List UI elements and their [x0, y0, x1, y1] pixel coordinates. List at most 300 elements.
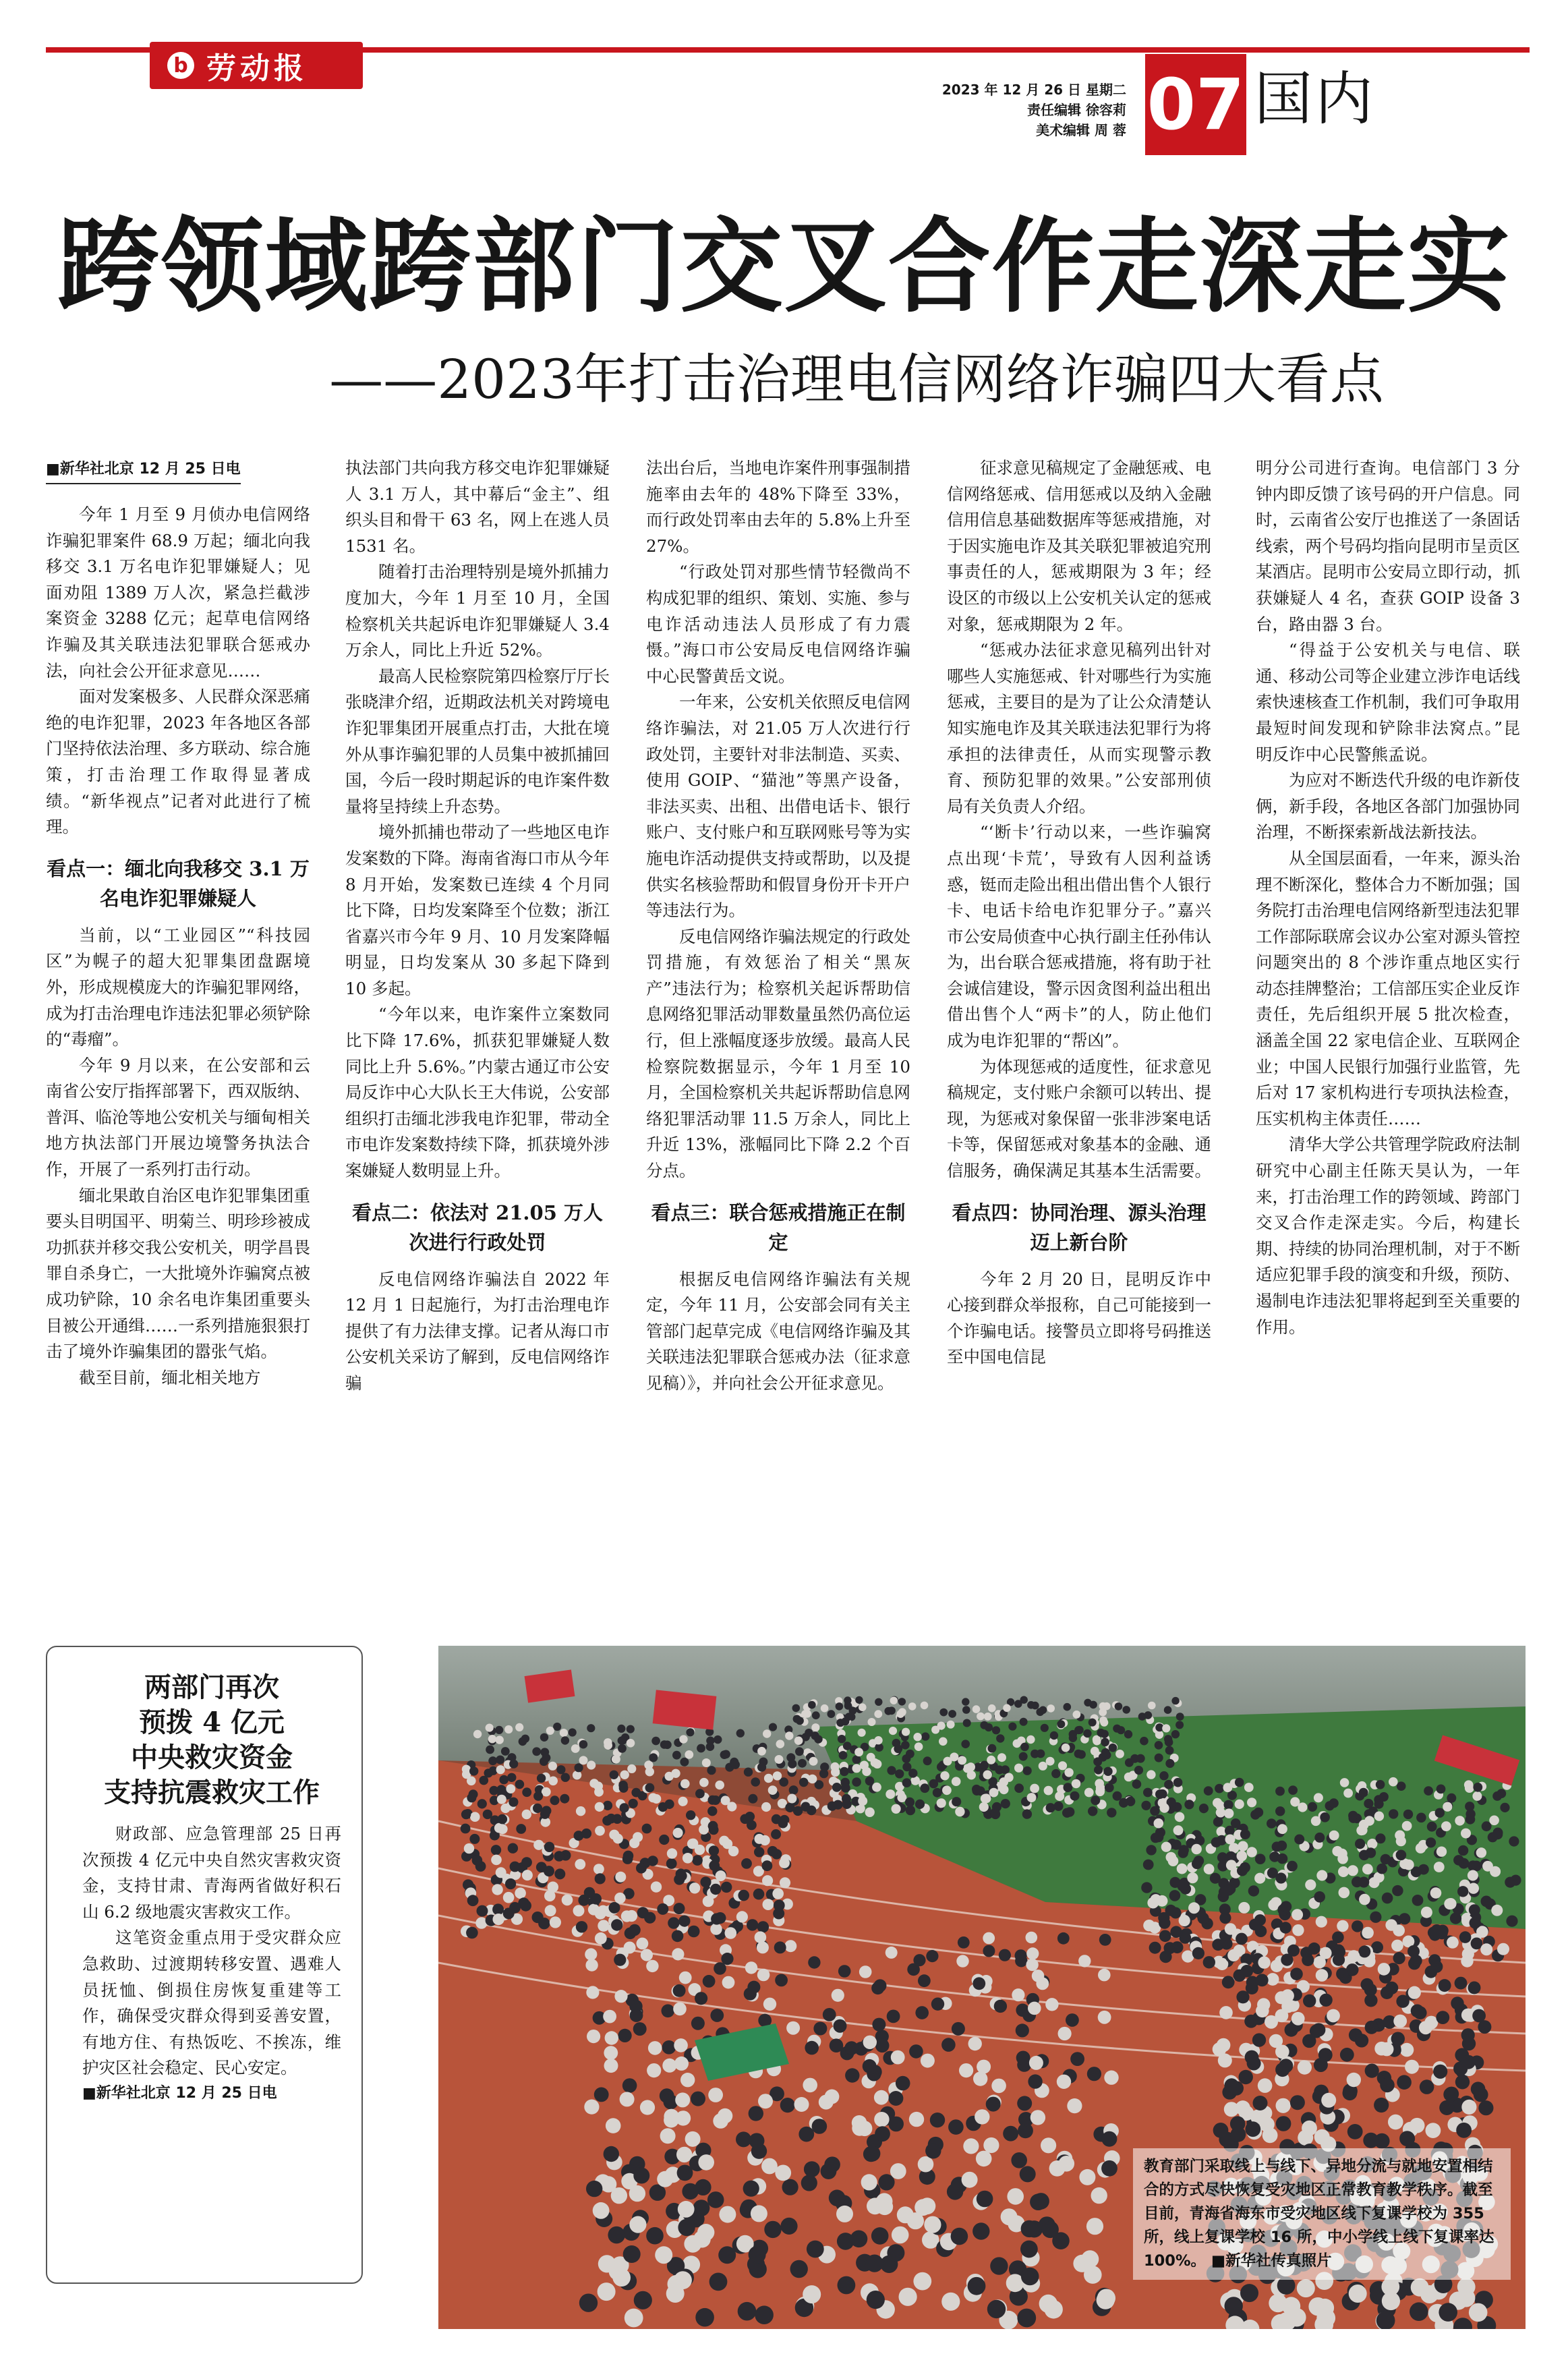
- crowd-person: [1104, 2071, 1118, 2085]
- crowd-person: [1259, 2117, 1275, 2132]
- crowd-person: [989, 1788, 999, 1798]
- subheadline: ——2023年打击治理电信网络诈骗四大看点: [329, 348, 1384, 411]
- crowd-person: [1447, 1936, 1459, 1949]
- crowd-person: [771, 1829, 781, 1839]
- crowd-person: [719, 2206, 736, 2223]
- crowd-person: [959, 2063, 973, 2077]
- crowd-person: [629, 1799, 638, 1808]
- crowd-person: [620, 1803, 629, 1812]
- crowd-person: [1269, 2034, 1283, 2048]
- crowd-person: [1290, 1967, 1303, 1980]
- sidebar-news-box: [46, 1646, 363, 2284]
- crowd-person: [892, 1804, 901, 1814]
- crowd-person: [844, 1702, 852, 1710]
- crowd-person: [1427, 1822, 1437, 1832]
- crowd-person: [1376, 1833, 1386, 1843]
- crowd-person: [832, 1783, 842, 1792]
- crowd-person: [1412, 1895, 1424, 1906]
- crowd-person: [774, 1900, 785, 1912]
- article-column-1: [46, 455, 310, 1391]
- crowd-person: [1267, 1818, 1277, 1829]
- crowd-person: [1184, 1800, 1194, 1809]
- crowd-person: [598, 1905, 609, 1917]
- crowd-person: [958, 1756, 966, 1764]
- crowd-person: [809, 1757, 818, 1766]
- crowd-person: [908, 1769, 917, 1777]
- crowd-person: [991, 1810, 1000, 1819]
- crowd-person: [1436, 2011, 1449, 2024]
- crowd-person: [579, 2294, 598, 2312]
- crowd-person: [773, 1771, 782, 1780]
- crowd-person: [918, 1974, 931, 1987]
- crowd-person: [1458, 1845, 1468, 1856]
- crowd-person: [801, 1710, 809, 1718]
- crowd-person: [1349, 2285, 1367, 2303]
- crowd-person: [709, 1860, 720, 1871]
- crowd-person: [1055, 1791, 1064, 1801]
- crowd-person: [1302, 2121, 1317, 2136]
- crowd-person: [1329, 1798, 1339, 1808]
- crowd-person: [798, 1759, 807, 1768]
- crowd-person: [1439, 2303, 1457, 2322]
- crowd-person: [1347, 2073, 1361, 2087]
- crowd-person: [1244, 1783, 1254, 1792]
- crowd-person: [764, 2221, 781, 2238]
- crowd-person: [838, 1965, 851, 1978]
- crowd-person: [807, 2241, 824, 2258]
- crowd-person: [890, 1697, 898, 1704]
- crowd-person: [1362, 1864, 1373, 1874]
- crowd-person: [1281, 1989, 1294, 2002]
- crowd-person: [550, 1795, 560, 1805]
- crowd-person: [722, 1750, 730, 1759]
- crowd-person: [967, 1771, 976, 1779]
- crowd-person: [1424, 2016, 1438, 2030]
- crowd-person: [606, 2118, 621, 2133]
- crowd-person: [686, 1810, 695, 1820]
- crowd-person: [496, 1785, 506, 1794]
- crowd-person: [972, 1705, 981, 1713]
- crowd-person: [618, 1736, 626, 1744]
- crowd-person: [710, 1884, 721, 1895]
- crowd-person: [1160, 1804, 1169, 1813]
- crowd-person: [629, 2185, 645, 2202]
- crowd-person: [496, 1867, 506, 1878]
- crowd-person: [686, 1728, 694, 1736]
- crowd-person: [605, 2031, 618, 2044]
- crowd-person: [612, 1814, 622, 1824]
- crowd-person: [627, 1739, 635, 1748]
- crowd-person: [1159, 1771, 1168, 1780]
- crowd-person: [749, 2106, 763, 2121]
- sidebar-title-line: 中央救灾资金: [131, 1742, 293, 1773]
- crowd-person: [1115, 1750, 1124, 1758]
- paragraph: 截至目前，缅北相关地方: [79, 1367, 261, 1387]
- crowd-person: [1469, 1904, 1480, 1916]
- crowd-person: [657, 2171, 673, 2187]
- crowd-person: [595, 1932, 607, 1945]
- crowd-person: [497, 1795, 506, 1804]
- crowd-person: [498, 1814, 508, 1825]
- crowd-person: [620, 1771, 629, 1779]
- crowd-person: [668, 1917, 679, 1928]
- crowd-person: [865, 2146, 880, 2161]
- crowd-person: [902, 1754, 910, 1763]
- crowd-person: [488, 1735, 496, 1743]
- crowd-person: [695, 1789, 705, 1798]
- crowd-person: [1392, 1885, 1403, 1896]
- crowd-person: [1141, 1882, 1152, 1893]
- crowd-person: [647, 1856, 658, 1866]
- crowd-person: [703, 1975, 716, 1988]
- crowd-person: [1198, 1912, 1209, 1924]
- crowd-person: [1238, 1841, 1248, 1851]
- crowd-person: [1159, 1917, 1170, 1928]
- crowd-person: [1216, 1808, 1225, 1817]
- crowd-person: [1199, 1804, 1209, 1813]
- crowd-person: [926, 1950, 938, 1962]
- crowd-person: [1258, 2078, 1273, 2093]
- crowd-person: [1159, 1930, 1171, 1943]
- crowd-person: [715, 1781, 724, 1790]
- paragraph: 根据反电信网络诈骗法有关规定，今年 11 月，公安部会同有关主管部门起草完成《电信网络诈骗及其关联违法犯罪联合惩戒办法（征求意见稿）》，并向社会公开征求意见。: [646, 1269, 910, 1393]
- crowd-person: [499, 1775, 509, 1785]
- crowd-person: [1236, 1933, 1248, 1945]
- crowd-person: [1050, 1731, 1058, 1740]
- crowd-person: [484, 1769, 493, 1777]
- crowd-person: [1026, 1947, 1039, 1959]
- crowd-person: [486, 1724, 494, 1732]
- crowd-person: [1279, 2059, 1293, 2073]
- crowd-person: [943, 1757, 952, 1766]
- crowd-person: [1217, 2038, 1231, 2052]
- crowd-person: [1277, 1854, 1288, 1864]
- crowd-person: [823, 2008, 836, 2021]
- crowd-person: [634, 2291, 652, 2309]
- crowd-person: [1271, 1960, 1283, 1972]
- crowd-person: [498, 1824, 508, 1834]
- crowd-person: [602, 1816, 612, 1826]
- crowd-person: [544, 1866, 554, 1876]
- crowd-person: [1225, 2297, 1243, 2315]
- crowd-person: [863, 2036, 877, 2049]
- crowd-person: [662, 2040, 676, 2055]
- crowd-person: [1461, 1955, 1473, 1967]
- crowd-person: [1072, 1779, 1081, 1789]
- crowd-person: [1393, 1952, 1405, 1964]
- crowd-person: [976, 2151, 992, 2167]
- sidebar-title-line: 两部门再次: [144, 1671, 279, 1703]
- crowd-person: [1376, 2311, 1395, 2330]
- crowd-person: [561, 1736, 569, 1744]
- paragraph: 今年 2 月 20 日，昆明反诈中心接到群众举报称，自己可能接到一个诈骗电话。接警员立即将号码推送至中国电信昆: [947, 1269, 1211, 1367]
- crowd-person: [1045, 1998, 1058, 2011]
- crowd-person: [1374, 2098, 1389, 2113]
- crowd-person: [1393, 2015, 1407, 2028]
- crowd-person: [902, 1728, 910, 1736]
- crowd-person: [1020, 1696, 1028, 1704]
- crowd-person: [1081, 2250, 1099, 2268]
- crowd-person: [758, 2094, 773, 2108]
- crowd-person: [1027, 1793, 1037, 1802]
- crowd-person: [1134, 1766, 1143, 1775]
- crowd-person: [1376, 1864, 1387, 1874]
- crowd-person: [1239, 2070, 1253, 2084]
- crowd-person: [1219, 2006, 1233, 2019]
- crowd-person: [811, 1723, 819, 1731]
- crowd-person: [805, 2041, 819, 2055]
- crowd-person: [808, 1701, 816, 1709]
- crowd-person: [1297, 2279, 1315, 2297]
- crowd-person: [1506, 1916, 1517, 1927]
- crowd-person: [941, 2038, 956, 2052]
- crowd-person: [633, 2168, 649, 2184]
- crowd-person: [584, 2100, 599, 2115]
- crowd-person: [963, 2138, 979, 2154]
- paragraph: 今年 1 月至 9 月侦办电信网络诈骗犯罪案件 68.9 万起；缅北向我移交 3.1 万名电诈犯罪嫌疑人；见面劝阻 1389 万人次，紧急拦截涉案资金 3288 亿元；起草电信网络诈骗及其关联违法犯罪联合惩戒办法，向社会公开征求意见……: [46, 505, 310, 681]
- crowd-person: [608, 2226, 625, 2244]
- crowd-person: [1391, 1940, 1403, 1952]
- crowd-person: [1003, 2126, 1018, 2142]
- crowd-person: [604, 2146, 619, 2162]
- crowd-person: [1093, 1737, 1101, 1746]
- crowd-person: [1294, 1835, 1304, 1845]
- crowd-person: [473, 1730, 482, 1738]
- crowd-person: [1042, 2221, 1059, 2238]
- crowd-person: [887, 2010, 900, 2023]
- crowd-person: [674, 2057, 689, 2071]
- crowd-person: [614, 1990, 627, 2003]
- crowd-person: [1385, 1982, 1398, 1994]
- crowd-person: [678, 2201, 695, 2218]
- crowd-person: [1224, 1800, 1233, 1810]
- crowd-person: [793, 1715, 801, 1723]
- crowd-person: [757, 1969, 770, 1982]
- crowd-person: [491, 1855, 502, 1866]
- crowd-person: [562, 1895, 573, 1906]
- crowd-person: [1248, 1885, 1259, 1896]
- crowd-person: [1339, 1887, 1350, 1899]
- crowd-person: [660, 2128, 676, 2144]
- sidebar-paragraph: 这笔资金重点用于受灾群众应急救助、过渡期转移安置、遇难人员抚恤、倒损住房恢复重建等工作，确保受灾群众得到妥善安置，有地方住、有热饭吃、不挨冻，维护灾区社会稳定、民心安定。: [82, 1928, 341, 2078]
- crowd-person: [1051, 1769, 1060, 1778]
- crowd-person: [1188, 1902, 1200, 1914]
- crowd-person: [655, 2246, 672, 2264]
- crowd-person: [872, 2018, 885, 2032]
- crowd-person: [1492, 1791, 1502, 1801]
- crowd-person: [1378, 1963, 1391, 1976]
- crowd-person: [678, 1916, 690, 1927]
- crowd-person: [496, 1756, 504, 1764]
- crowd-person: [1382, 1893, 1393, 1904]
- crowd-person: [1094, 1765, 1103, 1774]
- crowd-person: [812, 2119, 827, 2134]
- crowd-person: [1057, 2075, 1071, 2089]
- sidebar-title-line: 预拨 4 亿元: [139, 1706, 285, 1738]
- crowd-person: [955, 1807, 964, 1816]
- crowd-person: [923, 1756, 932, 1765]
- crowd-person: [738, 2302, 757, 2321]
- crowd-person: [983, 1771, 992, 1779]
- crowd-person: [808, 1956, 820, 1968]
- crowd-person: [689, 1883, 700, 1893]
- crowd-person: [614, 1893, 626, 1904]
- crowd-person: [875, 1698, 882, 1706]
- crowd-person: [1276, 2116, 1291, 2131]
- crowd-person: [751, 2144, 767, 2159]
- crowd-person: [748, 1794, 757, 1804]
- crowd-person: [982, 1793, 991, 1803]
- crowd-person: [1236, 2100, 1250, 2115]
- crowd-person: [509, 1798, 518, 1807]
- crowd-person: [641, 1949, 653, 1961]
- crowd-person: [909, 2044, 923, 2059]
- crowd-person: [1020, 1718, 1028, 1726]
- crowd-person: [1225, 1835, 1236, 1845]
- crowd-person: [667, 1848, 677, 1858]
- crowd-person: [1126, 1797, 1135, 1806]
- crowd-person: [627, 1725, 635, 1733]
- crowd-person: [1481, 1896, 1492, 1907]
- crowd-person: [1340, 2048, 1354, 2062]
- crowd-person: [831, 1768, 840, 1777]
- crowd-person: [1026, 1959, 1038, 1971]
- crowd-person: [1302, 1954, 1314, 1966]
- crowd-person: [571, 1744, 580, 1753]
- crowd-person: [977, 2060, 991, 2074]
- crowd-person: [554, 1868, 565, 1879]
- crowd-person: [885, 1947, 898, 1959]
- crowd-person: [691, 2017, 705, 2030]
- crowd-person: [1020, 2241, 1038, 2258]
- crowd-person: [769, 1723, 777, 1731]
- crowd-person: [1321, 2093, 1336, 2108]
- crowd-person: [649, 1753, 658, 1762]
- crowd-person: [992, 1726, 1000, 1734]
- crowd-person: [647, 2063, 661, 2077]
- crowd-person: [1457, 1886, 1468, 1897]
- crowd-person: [1405, 2060, 1419, 2074]
- art-editor-credit: 美术编辑 周 蓉: [1036, 122, 1126, 138]
- crowd-person: [1436, 1847, 1447, 1857]
- crowd-person: [1426, 1837, 1436, 1847]
- crowd-person: [598, 1920, 609, 1931]
- crowd-person: [899, 2288, 917, 2306]
- crowd-person: [1221, 1938, 1233, 1950]
- crowd-person: [1510, 1875, 1521, 1886]
- crowd-person: [1008, 1723, 1016, 1731]
- crowd-person: [1044, 1786, 1053, 1795]
- crowd-person: [988, 1704, 996, 1713]
- crowd-person: [779, 1858, 790, 1868]
- crowd-person: [1029, 2056, 1043, 2070]
- crowd-person: [1276, 2098, 1291, 2113]
- crowd-person: [1311, 1816, 1321, 1827]
- crowd-person: [1179, 1915, 1190, 1926]
- crowd-person: [814, 1735, 822, 1743]
- crowd-person: [469, 1766, 478, 1775]
- crowd-person: [674, 1903, 685, 1914]
- crowd-person: [996, 1734, 1004, 1742]
- crowd-person: [890, 2163, 906, 2179]
- crowd-person: [721, 1795, 730, 1805]
- crowd-person: [852, 2115, 867, 2131]
- subhead-1: 看点一：缅北向我移交 3.1 万名电诈犯罪嫌疑人: [47, 857, 310, 910]
- crowd-person: [593, 1864, 604, 1874]
- crowd-person: [1455, 2075, 1470, 2089]
- crowd-person: [1091, 1795, 1100, 1805]
- crowd-person: [1091, 2187, 1107, 2204]
- crowd-person: [509, 1760, 518, 1769]
- crowd-person: [803, 2285, 821, 2303]
- crowd-person: [1247, 1798, 1256, 1807]
- crowd-person: [876, 2198, 893, 2215]
- crowd-person: [1022, 1809, 1032, 1818]
- crowd-person: [1124, 1730, 1132, 1738]
- crowd-person: [507, 1773, 516, 1782]
- crowd-person: [493, 1914, 504, 1925]
- crowd-person: [1451, 1996, 1463, 2009]
- crowd-person: [1097, 2291, 1115, 2309]
- crowd-person: [719, 1836, 729, 1846]
- crowd-person: [680, 1779, 690, 1789]
- crowd-person: [506, 1784, 515, 1793]
- crowd-person: [1411, 2005, 1424, 2018]
- crowd-person: [679, 1972, 692, 1984]
- crowd-person: [573, 1771, 581, 1779]
- crowd-person: [683, 1853, 693, 1864]
- crowd-person: [477, 1905, 488, 1917]
- crowd-person: [885, 1789, 895, 1799]
- crowd-person: [1039, 2295, 1057, 2313]
- crowd-person: [999, 1949, 1011, 1961]
- crowd-person: [874, 1710, 882, 1718]
- crowd-person: [975, 2109, 989, 2124]
- paragraph: 境外抓捕也带动了一些地区电诈发案数的下降。海南省海口市从今年 8 月开始，发案数已连续 4 个月同比下降，日均发案降至个位数；浙江省嘉兴市今年 9 月、10 月发案降幅明显，日均发案从 30 多起下降到 10 多起。: [345, 822, 610, 998]
- crowd-person: [509, 1902, 521, 1914]
- crowd-person: [941, 2293, 960, 2311]
- crowd-person: [907, 1963, 920, 1976]
- crowd-person: [637, 1938, 649, 1950]
- crowd-person: [972, 2222, 989, 2239]
- crowd-person: [1219, 1912, 1231, 1924]
- crowd-person: [464, 1843, 474, 1854]
- crowd-person: [827, 1710, 836, 1718]
- crowd-person: [1455, 1816, 1465, 1826]
- crowd-person: [1237, 1851, 1248, 1862]
- crowd-person: [1478, 2100, 1493, 2115]
- crowd-person: [1355, 1839, 1365, 1849]
- crowd-person: [785, 1731, 793, 1740]
- crowd-person: [1223, 1885, 1234, 1895]
- crowd-person: [685, 2131, 701, 2147]
- crowd-person: [581, 1829, 591, 1839]
- crowd-person: [1465, 1802, 1474, 1811]
- crowd-person: [1238, 1902, 1250, 1914]
- paragraph: “今年以来，电诈案件立案数同比下降 17.6%，抓获犯罪嫌疑人数同比上升 5.6%。”内蒙古通辽市公安局反诈中心大队长王大伟说，公安部组织打击缅北涉我电诈犯罪，带动全市电诈发案数持续下降，抓获境外涉案嫌疑人数明显上升。: [345, 1004, 610, 1181]
- paragraph: “惩戒办法征求意见稿列出针对哪些人实施惩戒、针对哪些行为实施惩戒，主要目的是为了让公众清楚认知实施电诈及其关联违法犯罪行为将承担的法律责任，从而实现警示教育、预防犯罪的效果。”公安部刑侦局有关负责人介绍。: [947, 640, 1211, 816]
- article-column-3: [646, 455, 910, 1397]
- crowd-person: [1204, 1786, 1213, 1795]
- crowd-person: [859, 1703, 867, 1711]
- article-column-4: [947, 455, 1211, 1371]
- crowd-person: [1255, 1925, 1267, 1937]
- crowd-person: [736, 1911, 748, 1922]
- crowd-person: [1374, 1812, 1384, 1821]
- crowd-person: [1491, 1905, 1503, 1916]
- crowd-person: [874, 2090, 889, 2105]
- crowd-person: [1254, 1914, 1266, 1926]
